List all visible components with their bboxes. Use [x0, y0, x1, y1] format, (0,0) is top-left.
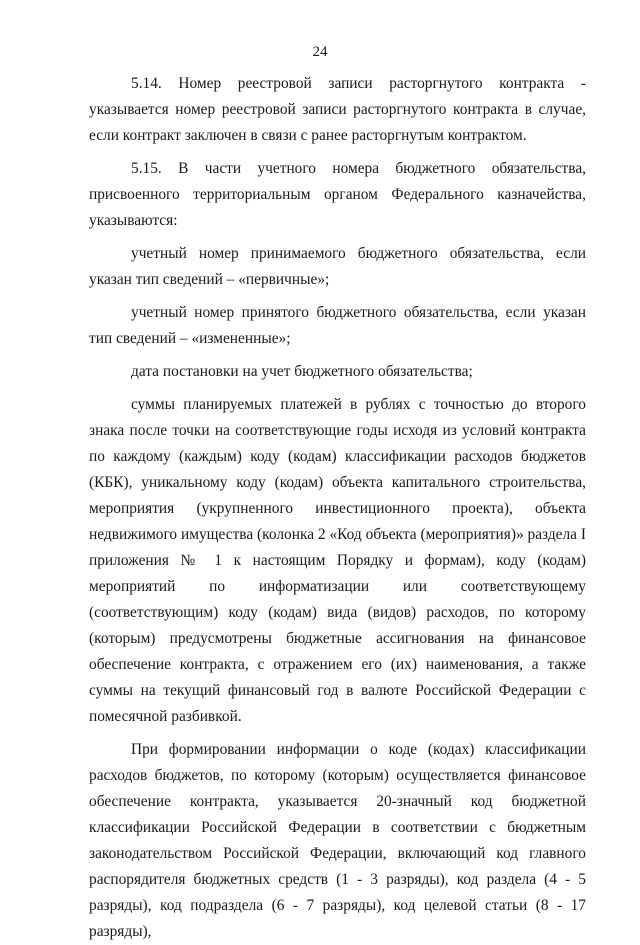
document-body [89, 71, 586, 945]
page-number: 24 [312, 44, 328, 60]
paragraph-budget-classification-code: При формировании информации о коде (кодах) классификации расходов бюджетов, по которому (которым) осуществляется финансовое обеспечение контракта, указывается 20-значный код бюджетной классификации Российской Федерации в соответствии с бюджетным законодательством Российской Федерации, включающий код главного распорядителя бюджетных средств (1 - 3 разряды), код раздела (4 - 5 разряды), код подраздела (6 - 7 разряды), код целевой статьи (8 - 17 разряды), [89, 741, 586, 940]
paragraph-registration-date: дата постановки на учет бюджетного обязательства; [131, 363, 473, 380]
paragraph-planned-payments: суммы планируемых платежей в рублях с точностью до второго знака после точки на соответствующие годы исходя из условий контракта по каждому (каждым) коду (кодам) классификации расходов бюджетов (КБК), уникальному коду (кодам) объекта капитального строительства, мероприятия (укрупненного инвестиционного проекта), объекта недвижимого имущества (колонка 2 «Код объекта (мероприятия)» раздела I приложения № 1 к настоящим Порядку и формам), коду (кодам) мероприятий по информатизации или соответствующему (соответствующим) коду (кодам) вида (видов) расходов, по которому (которым) предусмотрены бюджетные ассигнования на финансовое обеспечение контракта, с отражением его (их) наименования, а также суммы на текущий финансовый год в валюте Российской Федерации с помесячной разбивкой. [89, 396, 586, 725]
paragraph-5-14: 5.14. Номер реестровой записи расторгнутого контракта - указывается номер реестровой записи расторгнутого контракта в случае, если контракт заключен в связи с ранее расторгнутым контрактом. [89, 75, 586, 144]
paragraph-5-15: 5.15. В части учетного номера бюджетного обязательства, присвоенного территориальным органом Федерального казначейства, указываются: [89, 160, 586, 229]
paragraph-registered-obligation-number: учетный номер принятого бюджетного обязательства, если указан тип сведений – «измененные»; [89, 304, 586, 347]
paragraph-accepted-obligation-number: учетный номер принимаемого бюджетного обязательства, если указан тип сведений – «первичные»; [89, 245, 586, 288]
